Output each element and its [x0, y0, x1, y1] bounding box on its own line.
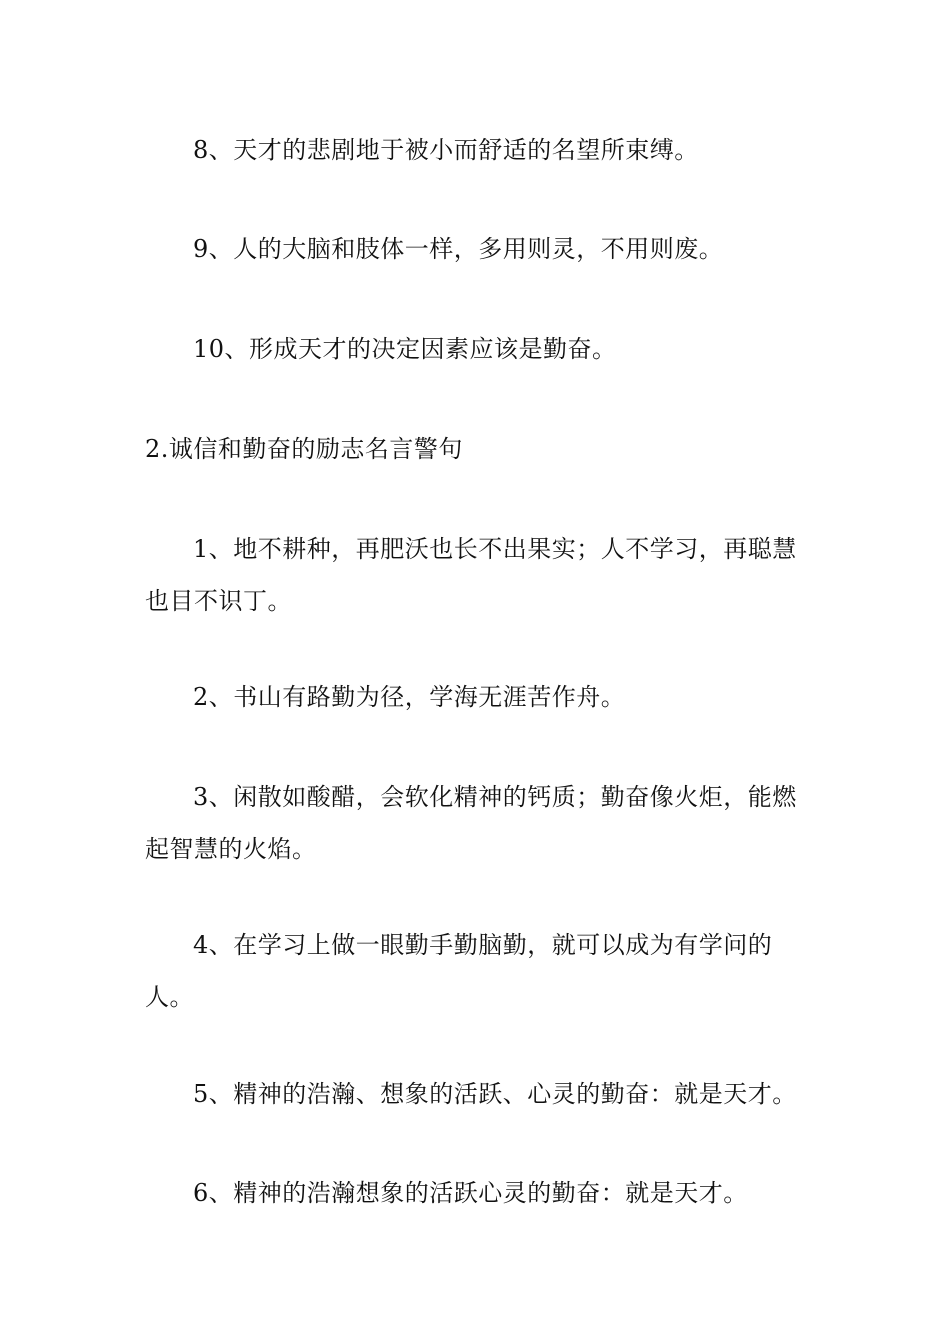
quote-item-2: 2、书山有路勤为径，学海无涯苦作舟。: [193, 683, 626, 711]
quote-item-8: 8、天才的悲剧地于被小而舒适的名望所束缚。: [193, 136, 699, 164]
quote-item-9: 9、人的大脑和肢体一样，多用则灵，不用则废。: [193, 235, 724, 263]
quote-item-10: 10、形成天才的决定因素应该是勤奋。: [193, 335, 617, 363]
quote-item-1: 1、地不耕种，再肥沃也长不出果实；人不学习，再聪慧也目不识丁。: [145, 535, 797, 615]
quote-item-5: 5、精神的浩瀚、想象的活跃、心灵的勤奋：就是天才。: [193, 1080, 797, 1108]
quote-item-3: 3、闲散如酸醋，会软化精神的钙质；勤奋像火炬，能燃起智慧的火焰。: [145, 783, 797, 863]
quote-item-6: 6、精神的浩瀚想象的活跃心灵的勤奋：就是天才。: [193, 1179, 748, 1207]
section-heading: 2.诚信和勤奋的励志名言警句: [145, 435, 463, 463]
quote-item-4: 4、在学习上做一眼勤手勤脑勤，就可以成为有学问的人。: [145, 931, 773, 1011]
